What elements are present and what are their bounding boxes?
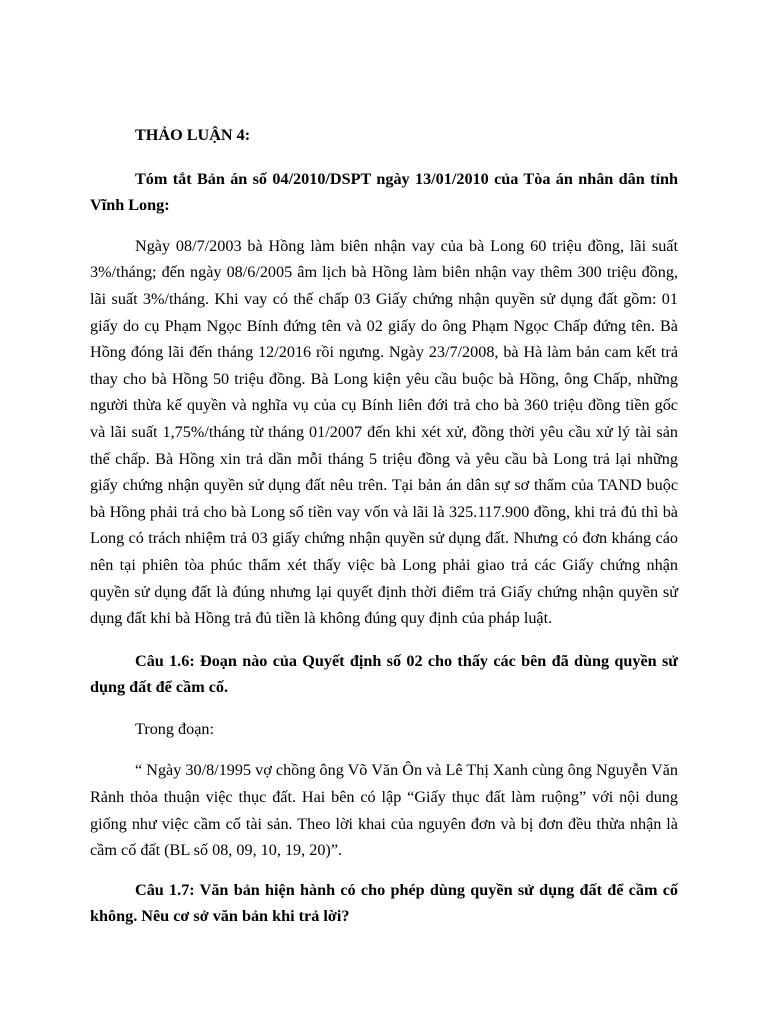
summary-title: Tóm tắt Bản án số 04/2010/DSPT ngày 13/01/2010 của Tòa án nhân dân tỉnh Vĩnh Long:: [90, 169, 678, 215]
question-1-6-intro: Trong đoạn:: [135, 719, 215, 738]
document-page: [90, 122, 678, 930]
section-heading: THẢO LUẬN 4:: [135, 126, 251, 144]
question-1-6-quote: “ Ngày 30/8/1995 vợ chồng ông Võ Văn Ôn và Lê Thị Xanh cùng ông Nguyễn Văn Rảnh thỏa thuận việc thục đất. Hai bên có lập “Giấy thục đất làm ruộng” với nội dung giống như việc cầm cố tài sản. Theo lời khai của nguyên đơn và bị đơn đều thừa nhận là cầm cố đất (BL số 08, 09, 10, 19, 20)”.: [90, 761, 678, 860]
summary-body: Ngày 08/7/2003 bà Hồng làm biên nhận vay của bà Long 60 triệu đồng, lãi suất 3%/tháng; đến ngày 08/6/2005 âm lịch bà Hồng làm biên nhận vay thêm 300 triệu đồng, lãi suất 3%/tháng. Khi vay có thế chấp 03 Giấy chứng nhận quyền sử dụng đất gồm: 01 giấy do cụ Phạm Ngọc Bính đứng tên và 02 giấy do ông Phạm Ngọc Chấp đứng tên. Bà Hồng đóng lãi đến tháng 12/2016 rồi ngưng. Ngày 23/7/2008, bà Hà làm bản cam kết trả thay cho bà Hồng 50 triệu đồng. Bà Long kiện yêu cầu buộc bà Hồng, ông Chấp, những người thừa kế quyền và nghĩa vụ của cụ Bính liên đới trả cho bà 360 triệu đồng tiền gốc và lãi suất 1,75%/tháng từ tháng 01/2007 đến khi xét xử, đồng thời yêu cầu xử lý tài sản thế chấp. Bà Hồng xin trả dần mỗi tháng 5 triệu đồng và yêu cầu bà Long trả lại những giấy chứng nhận quyền sử dụng đất nêu trên. Tại bản án dân sự sơ thẩm của TAND buộc bà Hồng phải trả cho bà Long số tiền vay vốn và lãi là 325.117.900 đồng, khi trả đủ thì bà Long có trách nhiệm trả 03 giấy chứng nhận quyền sử dụng đất. Nhưng có đơn kháng cáo nên tại phiên tòa phúc thẩm xét thấy việc bà Long phải giao trả các Giấy chứng nhận quyền sử dụng đất là đúng nhưng lại quyết định thời điểm trả Giấy chứng nhận quyền sử dụng đất khi bà Hồng trả đủ tiền là không đúng quy định của pháp luật.: [90, 236, 678, 628]
question-1-6-title: Câu 1.6: Đoạn nào của Quyết định số 02 cho thấy các bên đã dùng quyền sử dụng đất để cầm cố.: [90, 651, 678, 697]
question-1-7-title: Câu 1.7: Văn bản hiện hành có cho phép dùng quyền sử dụng đất để cầm cố không. Nêu cơ sở văn bản khi trả lời?: [90, 880, 678, 926]
